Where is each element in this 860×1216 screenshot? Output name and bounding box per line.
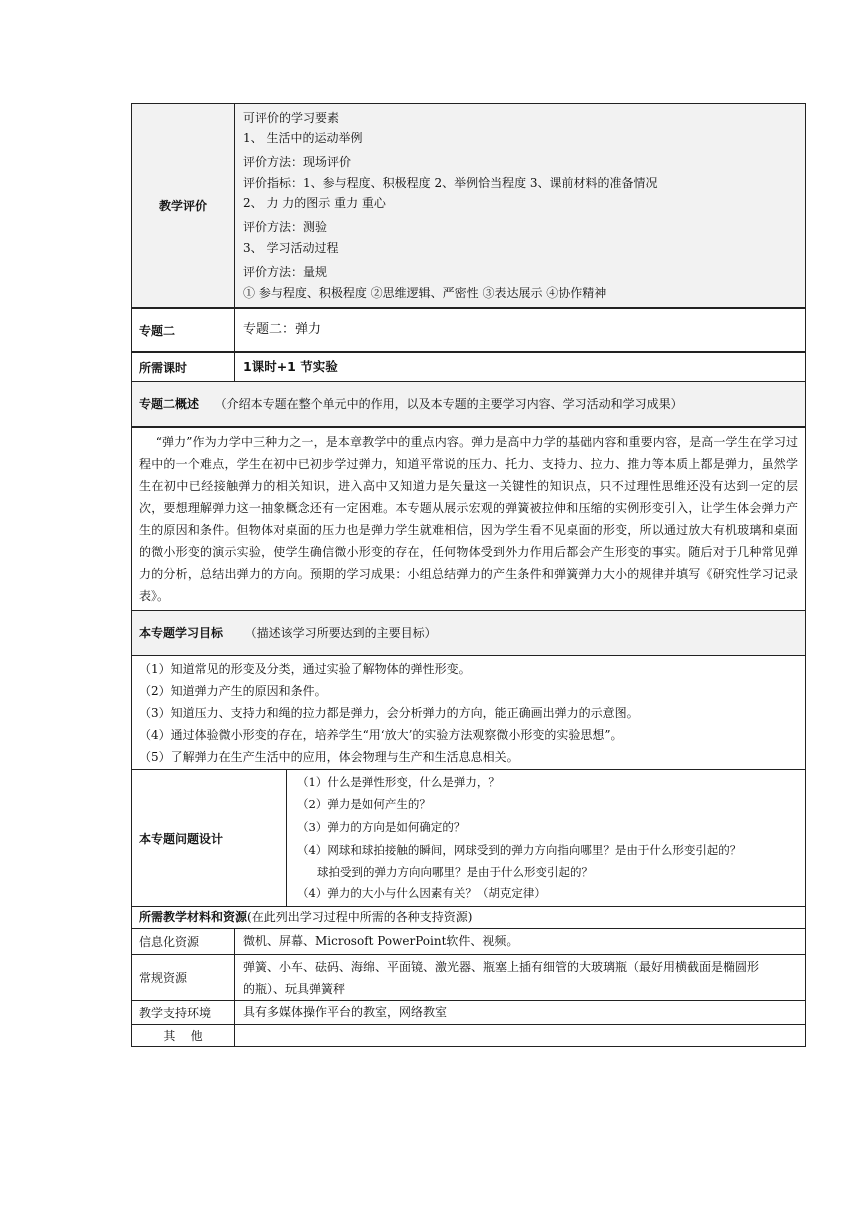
resource-row-digital bbox=[131, 929, 806, 955]
overview-header bbox=[132, 382, 805, 426]
overview-text: “弹力”作为力学中三种力之一，是本章教学中的重点内容。弹力是高中力学的基础内容和重要内容，是高一学生在学习过程中的一个难点，学生在初中已初步学过弹力，知道平常说的压力、托力、支持力、拉力、推力等本质上都是弹力，虽然学生在初中已经接触弹力的相关知识，进入高中又知道力是矢量这一关键性的知识点，只不过理性思维还没有达到一定的层次，要想理解弹力这一抽象概念还有一定困难。本专题从展示宏观的弹簧被拉伸和压缩的实例形变引入，让学生体会弹力产生的原因和条件。但物体对桌面的压力也是弹力学生就难相信，因为学生看不见桌面的形变，所以通过放大有机玻璃和桌面的微小形变的演示实验，使学生确信微小形变的存在，任何物体受到外力作用后都会产生形变的事实。随后对于几种常见弹力的分析，总结出弹力的方向。预期的学习成果：小组总结弹力的产生条件和弹簧弹力大小的规律并填写《研究性学习记录表》。 bbox=[139, 435, 798, 603]
question-item: 球拍受到的弹力方向向哪里？是由于什么形变引起的？ bbox=[317, 864, 593, 879]
question-item: （4）弹力的大小与什么因素有关？（胡克定律） bbox=[297, 886, 546, 901]
goals-header bbox=[132, 611, 805, 655]
goals-list bbox=[132, 656, 805, 768]
evaluation-line: 评价方法：现场评价 bbox=[243, 155, 352, 169]
topic-value: 专题二：弹力 bbox=[243, 322, 322, 337]
evaluation-label: 教学评价 bbox=[132, 104, 235, 307]
overview-title: 专题二概述 bbox=[139, 397, 200, 411]
question-item: （2）弹力是如何产生的？ bbox=[297, 796, 431, 811]
resource-row-other bbox=[131, 1025, 806, 1047]
goal-item: （2）知道弹力产生的原因和条件。 bbox=[139, 684, 327, 698]
question-item: （4）网球和球拍接触的瞬间，网球受到的弹力方向指向哪里？是由于什么形变引起的？ bbox=[297, 842, 742, 857]
resource-row-regular bbox=[131, 955, 806, 1001]
evaluation-line: 可评价的学习要素 bbox=[243, 111, 340, 125]
resource-label: 教学支持环境 bbox=[132, 1001, 235, 1024]
questions-row bbox=[131, 770, 806, 907]
overview-note: （介绍本专题在整个单元中的作用，以及本专题的主要学习内容、学习活动和学习成果） bbox=[214, 397, 683, 411]
evaluation-line: 1、 生活中的运动举例 bbox=[243, 131, 363, 145]
resource-value-block bbox=[235, 955, 805, 1000]
hours-value: 1课时+1 节实验 bbox=[243, 359, 338, 374]
resource-value: 具有多媒体操作平台的教室，网络教室 bbox=[243, 1005, 448, 1019]
topic-row bbox=[131, 309, 806, 353]
resource-label: 常规资源 bbox=[132, 955, 235, 1000]
goal-item: （5）了解弹力在生产生活中的应用，体会物理与生产和生活息息相关。 bbox=[139, 750, 519, 764]
evaluation-line: 评价方法：量规 bbox=[243, 265, 328, 279]
overview-text-row bbox=[131, 428, 806, 611]
hours-row bbox=[131, 353, 806, 382]
goal-item: （4）通过体验微小形变的存在，培养学生“用‘放大’的实验方法观察微小形变的实验思想”。 bbox=[139, 728, 623, 742]
evaluation-line: 评价方法：测验 bbox=[243, 220, 328, 234]
questions-list bbox=[287, 770, 805, 905]
topic-label: 专题二 bbox=[132, 309, 235, 351]
resources-note: (在此列出学习过程中所需的各种支持资源) bbox=[247, 910, 473, 924]
evaluation-line: 2、 力 力的图示 重力 重心 bbox=[243, 196, 386, 210]
question-item: （3）弹力的方向是如何确定的？ bbox=[297, 819, 466, 834]
evaluation-line: 评价指标：1、参与程度、积极程度 2、举例恰当程度 3、课前材料的准备情况 bbox=[243, 176, 658, 190]
resources-title: 所需教学材料和资源 bbox=[139, 910, 248, 924]
overview-header-row bbox=[131, 382, 806, 428]
resources-header-row bbox=[131, 907, 806, 929]
goals-title: 本专题学习目标 bbox=[139, 626, 224, 640]
goal-item: （1）知道常见的形变及分类，通过实验了解物体的弹性形变。 bbox=[139, 662, 471, 676]
resource-value: 弹簧、小车、砝码、海绵、平面镜、激光器、瓶塞上插有细管的大玻璃瓶（最好用横截面是椭圆形 bbox=[243, 960, 760, 974]
hours-label: 所需课时 bbox=[132, 353, 235, 381]
questions-label: 本专题问题设计 bbox=[132, 770, 287, 906]
goals-header-row bbox=[131, 611, 806, 656]
resource-row-environment bbox=[131, 1001, 806, 1025]
question-item: （1）什么是弹性形变，什么是弹力，？ bbox=[297, 775, 500, 789]
evaluation-line: 3、 学习活动过程 bbox=[243, 241, 339, 255]
evaluation-row bbox=[131, 103, 806, 309]
resources-header bbox=[132, 907, 805, 928]
lesson-plan-table bbox=[131, 103, 806, 1047]
evaluation-line: ① 参与程度、积极程度 ②思维逻辑、严密性 ③表达展示 ④协作精神 bbox=[243, 286, 607, 300]
resource-label: 其 他 bbox=[132, 1025, 235, 1046]
evaluation-content bbox=[235, 104, 805, 303]
resource-label: 信息化资源 bbox=[132, 929, 235, 954]
goal-item: （3）知道压力、支持力和绳的拉力都是弹力，会分析弹力的方向，能正确画出弹力的示意图。 bbox=[139, 706, 639, 720]
resource-value: 微机、屏幕、Microsoft PowerPoint软件、视频。 bbox=[243, 934, 519, 948]
resource-value-cont: 的瓶）、玩具弹簧秤 bbox=[243, 982, 346, 996]
goals-list-row bbox=[131, 656, 806, 770]
goals-note: （描述该学习所要达到的主要目标） bbox=[244, 626, 437, 640]
